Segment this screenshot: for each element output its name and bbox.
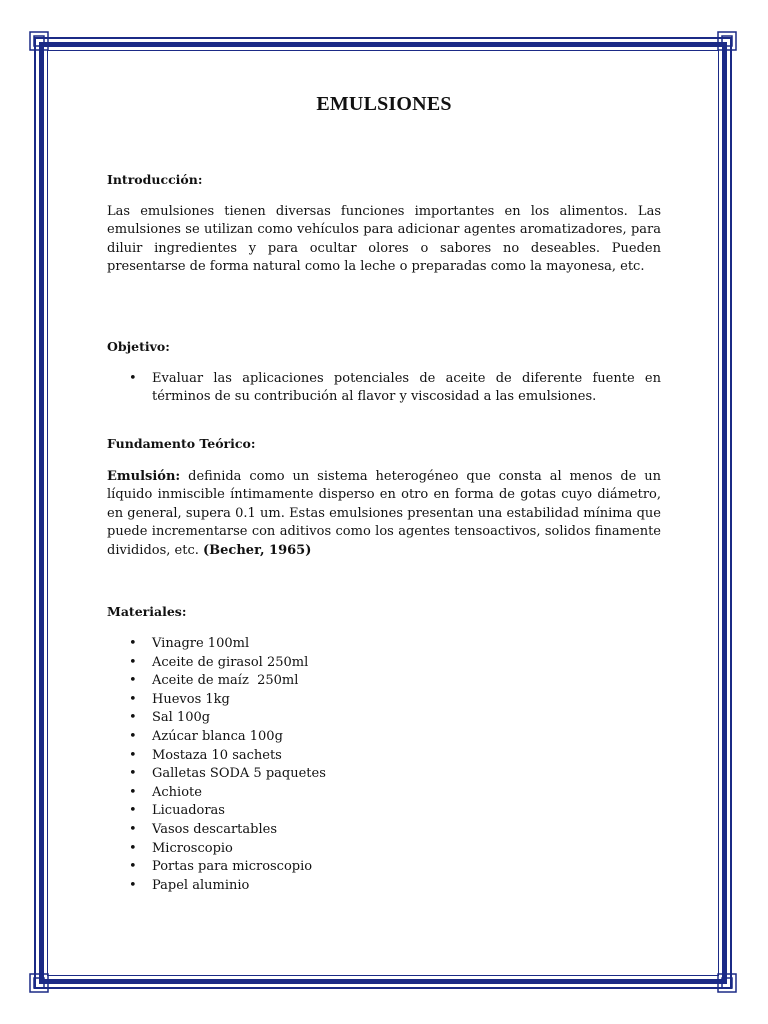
material-item-text: Vasos descartables — [152, 821, 277, 837]
material-item-text: Portas para microscopio — [152, 859, 313, 875]
material-item — [129, 802, 326, 821]
list-item — [129, 370, 661, 407]
materiales-list — [129, 635, 326, 895]
bullet-icon: • — [129, 747, 137, 763]
material-item-text: Aceite de maíz 250ml — [152, 673, 299, 689]
material-item-text: Achiote — [152, 784, 202, 800]
material-item — [129, 654, 326, 673]
border-corner-ornament — [717, 31, 737, 51]
border-corner-ornament — [29, 31, 49, 51]
bullet-icon: • — [129, 636, 137, 651]
heading-fundamento: Fundamento Teórico: — [107, 436, 256, 451]
material-item-text: Huevos 1kg — [152, 691, 230, 707]
material-item — [129, 709, 326, 728]
border-corner-ornament — [29, 973, 49, 993]
bullet-icon: • — [129, 803, 137, 819]
material-item-text: Mostaza 10 sachets — [152, 747, 282, 763]
bullet-icon: • — [129, 840, 137, 856]
bullet-icon: • — [129, 728, 137, 744]
material-item — [129, 821, 326, 840]
bullet-icon: • — [129, 673, 137, 689]
material-item — [129, 635, 326, 654]
material-item-text: Microscopio — [152, 840, 233, 856]
material-item — [129, 765, 326, 784]
bullet-icon: • — [129, 877, 137, 893]
objetivo-list — [129, 370, 661, 407]
material-item-text: Papel aluminio — [152, 877, 250, 893]
material-item-text: Azúcar blanca 100g — [152, 728, 283, 744]
material-item — [129, 858, 326, 877]
material-item-text: Aceite de girasol 250ml — [152, 654, 309, 670]
material-item-text: Galletas SODA 5 paquetes — [152, 766, 326, 782]
bullet-icon: • — [129, 784, 137, 800]
paragraph-fundamento — [107, 468, 661, 560]
bullet-icon: • — [129, 654, 137, 670]
paragraph-introduccion: Las emulsiones tienen diversas funciones importantes en los alimentos. Las emulsiones se utilizan como vehículos para adicionar agentes aromatizadores, para diluir ingredientes y para ocultar olores o sabores no deseables. Pueden presentarse de forma natural como la leche o preparadas como la mayonesa, etc. — [107, 204, 661, 275]
material-item — [129, 840, 326, 859]
heading-objetivo: Objetivo: — [107, 339, 170, 354]
material-item — [129, 747, 326, 766]
citation: (Becher, 1965) — [203, 542, 312, 558]
term-emulsion: Emulsión: — [107, 469, 181, 484]
heading-introduccion: Introducción: — [107, 172, 203, 187]
bullet-icon: • — [129, 766, 137, 782]
material-item-text: Vinagre 100ml — [152, 636, 250, 651]
objetivo-item-text: Evaluar las aplicaciones potenciales de aceite de diferente fuente en términos de su contribución al flavor y viscosidad a las emulsiones. — [152, 371, 661, 405]
document-title: EMULSIONES — [316, 93, 452, 115]
material-item — [129, 672, 326, 691]
material-item — [129, 691, 326, 710]
heading-materiales: Materiales: — [107, 604, 187, 619]
bullet-icon: • — [129, 691, 137, 707]
material-item — [129, 728, 326, 747]
material-item-text: Sal 100g — [152, 710, 211, 726]
material-item — [129, 784, 326, 803]
material-item — [129, 877, 326, 896]
fundamento-text: definida como un sistema heterogéneo que consta al menos de un líquido inmiscible íntimamente disperso en otro en forma de gotas cuyo diámetro, en general, supera 0.1 um. Estas emulsiones presentan una estabilidad mínima que puede incrementarse con aditivos como los agentes tensoactivos, solidos finamente divididos, etc. — [107, 469, 661, 558]
bullet-icon: • — [129, 821, 137, 837]
bullet-icon: • — [129, 859, 137, 875]
border-corner-ornament — [717, 973, 737, 993]
bullet-icon: • — [129, 371, 137, 386]
bullet-icon: • — [129, 710, 137, 726]
material-item-text: Licuadoras — [152, 803, 225, 819]
